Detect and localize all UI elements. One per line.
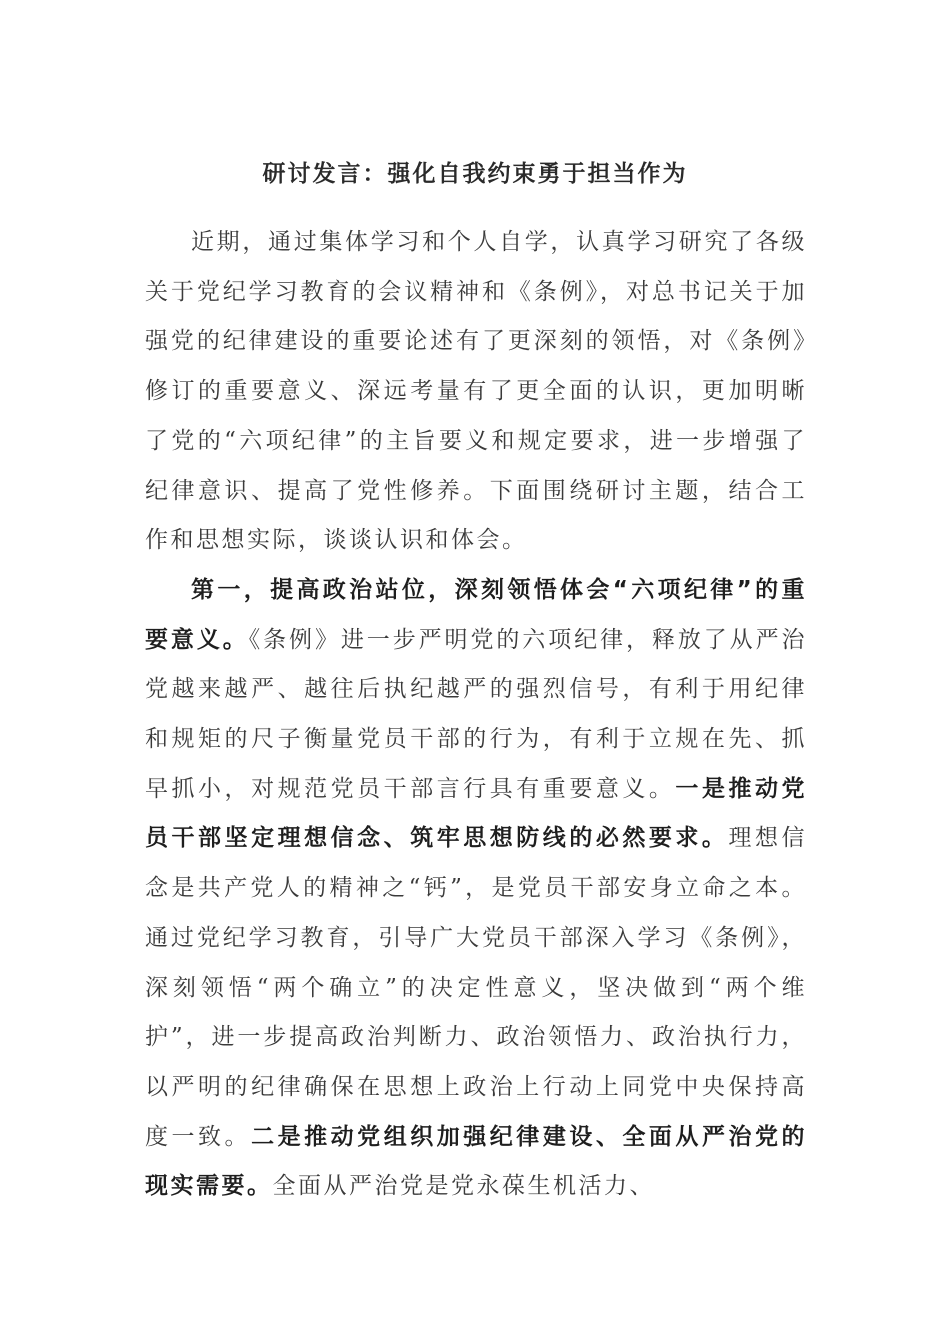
section-1-paragraph	[145, 566, 807, 1212]
point-2-text: 全面从严治党是党永葆生机活力、	[272, 1173, 655, 1200]
section-1-text: 《条例》进一步严明党的六项纪律，释放了从严治党越来越严、越往后执纪越严的强烈信号，有利于用纪律和规矩的尺子衡量党员干部的行为，有利于立规在先、抓早抓小，对规范党员干部言行具有重要意义。	[145, 626, 808, 802]
intro-paragraph: 近期，通过集体学习和个人自学，认真学习研究了各级关于党纪学习教育的会议精神和《条例》，对总书记关于加强党的纪律建设的重要论述有了更深刻的领悟，对《条例》修订的重要意义、深远考量有了更全面的认识，更加明晰了党的“六项纪律”的主旨要义和规定要求，进一步增强了纪律意识、提高了党性修养。下面围绕研讨主题，结合工作和思想实际，谈谈认识和体会。	[145, 229, 807, 554]
point-2-heading: 二是推动党组织加强纪律建设、全面从严治党的现实需要。	[145, 1123, 808, 1200]
section-1-heading: 第一，提高政治站位，深刻领悟体会“六项纪律”的重要意义。	[145, 576, 807, 653]
document-title: 研讨发言：强化自我约束勇于担当作为	[262, 161, 688, 187]
point-1-text: 理想信念是共产党人的精神之“钙”，是党员干部安身立命之本。通过党纪学习教育，引导广大党员干部深入学习《条例》，深刻领悟“两个确立”的决定性意义，坚决做到“两个维护”，进一步提高政治判断力、政治领悟力、政治执行力，以严明的纪律确保在思想上政治上行动上同党中央保持高度一致。	[145, 825, 808, 1150]
point-1-heading: 一是推动党员干部坚定理想信念、筑牢思想防线的必然要求。	[145, 775, 808, 852]
document-body	[145, 218, 807, 1212]
